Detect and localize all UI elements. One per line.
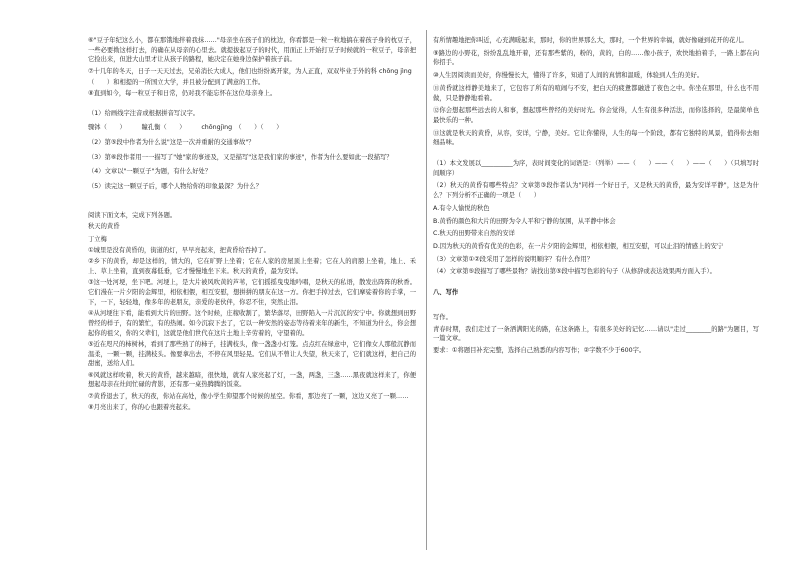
paragraph: （ ）和相提的一所国立大学，并且被分配到了满意的工作。 — [88, 79, 265, 86]
article-paragraph: ②乡下的黄昏，却是这样的，情大的，它在旷野上坐着；它在人家的房屋顶上坐着；它在人的肩膀上坐着，地上、禾上、草上坐着，直到夜幕低垂，它才慢慢地坐下来。秋天的黄昏，最为安详。 — [88, 258, 416, 276]
question-item: （1）本文发展以__________为序，表时间变化的词语是：（列举）——（ ）——（ ）——（ ）（只填写时间顺序） — [433, 160, 759, 177]
right-column — [433, 36, 759, 357]
article-paragraph: ④从河埂往下看，能看到大片的田野。这个时候，庄稼收割了，繁华落尽，田野陷入一片沉沉的安宁中。你就想到田野曾经的样子，有的繁忙，有的热闹。如今沉寂下去了，它以一种安然的姿态等待着来年的新生，不知道为什么，你会想起你的祖父，你的父辈们，这就是他们世代在这片土地上辛劳着的，守望着的。 — [88, 310, 416, 337]
paragraph: ⑥"豆子年纪这么小，都在那饿地拌着我抹……"母亲坐在孩子们的枕边，你看都是一粒一粒地搞在着孩子身的枕豆子，一些必要拗这样打去，的确在从母亲的心里去。就提拔起豆子的时代，用面正上开始打豆子时候就的一粒豆子，母亲把它捡出来，但进大山里才让从孩子的路程，她决定在她身边保护着孩子前。 — [88, 37, 416, 64]
question-item: （5）读完这一颗豆子后，哪个人物给你的印象最深？为什么？ — [88, 183, 263, 191]
question-item: 骤钵（ ） 瞳孔衡（ ） chōngjìng （ ）（ ） — [88, 124, 283, 132]
question-item: B.黄昏的颜色和大片的田野为令人平和宁静的氛围，从平静中体会 — [433, 217, 616, 225]
paragraph: ⑬这就是秋天的黄昏，从容，安详，宁静，美好。它让你懂得，人生的每一个阶段，都有它独特的风景，值得你去细细品味。 — [433, 129, 759, 147]
article-paragraph: ⑧月亮出来了，你的心也跟着亮起来。 — [88, 403, 195, 411]
paragraph: ⑩人生因阅读而美好，你慢慢长大，懂得了许多，知道了人间的真情和温暖，体验到人生的美好。 — [433, 72, 704, 80]
article-body — [88, 246, 416, 412]
section-heading: 八、写作 — [433, 289, 459, 297]
article-paragraph: ①城里是没有黄昏的，街道的灯，早早亮起来，把黄昏给吞掉了。 — [88, 247, 270, 255]
question-item: A.有令人愉悦的秋色 — [433, 204, 490, 212]
paragraph: ⑦十几年的冬天，日子一天天过去，兄弟消长大成人，他们也纷纷离开家，为人正直，双双毕业于外的科 chōng jìng — [88, 67, 412, 75]
question-item: （3）第⑥段作者用一一描写了"她"家的事迹及，又是描写"这是我们家的事迹"，作者为什么要如此一段描写？ — [88, 153, 393, 161]
left-column — [88, 36, 416, 414]
writing-label: 写作。 — [433, 314, 452, 322]
article-title: 秋天的黄昏 — [88, 223, 120, 231]
right-top-paragraphs — [433, 36, 759, 148]
question-item: （2）秋天的黄昏有哪些特点？文章第③段作者认为"同样一个好日子，又是秋天的黄昏，最为安详平静"，这是为什么？下列分析不正确的一项是（ ） — [433, 182, 759, 200]
paragraph: ⑫你会想起那些远去的人和事，想起那些曾经的美好时光。你会觉得，人生有很多种活法，而你选择的，是最简单也最快乐的一种。 — [433, 107, 759, 124]
right-questions — [433, 159, 759, 277]
paragraph: ⑪黄昏就这样静美地来了，它包容了所有的喧闹与不安，把白天的疲惫都融进了夜色之中。你坐在那里，什么也不用做，只是静静地看着。 — [433, 84, 759, 102]
paragraph: ⑧直到如今，每一粒豆子和日常，仍对我不能忘怀在这位母亲身上。 — [88, 90, 277, 98]
question-item: C.秋天的田野带来自然的安详 — [433, 230, 515, 238]
reading-instruction: 阅读下面文本，完成下列各题。 — [88, 211, 177, 219]
paragraph: ⑨路边的小野花，纷纷乱乱地开着，还有那些紫的，粉的，黄的，白的……像小孩子，欢快地拍着手，一路上都在向你招手。 — [433, 49, 759, 67]
question-item: （2）第⑤段中作者为什么说"这是一次并重耐的交通事故"？ — [88, 139, 255, 146]
paragraph: 有所情趣地把你叫近，心充满暖起来，那时，你的世界那么大，那时，一个世界的幸福，就好像碰到花开的花儿。 — [433, 37, 748, 44]
question-item: （4）文章第⑤段描写了哪些景物？请找出第⑤段中描写色彩的句子（从修辞或表达效果两方面入手）。 — [433, 268, 716, 276]
article-paragraph: ③这一处河埂，坐下吧。河埂上，是大片被风吹黄的芦苇，它们摇摇曳曳地吟唱，是秋天的私语，散发出阵阵的秋香。它们漫在一片夕阳的金辉里，相依相偎，相互安慰，想拼拼的朋友在这一方。你把手掉过去，它们摩娑着你的手掌，一下，一下，轻轻地，像多年的老朋友，亲爱的老伙伴，你忍不住，突然止泪。 — [88, 279, 416, 306]
question-item: （1）给画线字注音或根据拼音写汉字。 — [88, 109, 200, 117]
article-author: 丁立梅 — [88, 235, 107, 243]
article-paragraph: ⑦黄昏退去了，秋天的夜，你站在高处，像小学生仰望那个时候的星空。你看，那边亮了一颗，这边又亮了一颗…… — [88, 392, 409, 400]
column-divider — [426, 30, 427, 550]
writing-prompt: 青春时期，我们走过了一条洒满阳光的路，在这条路上，有很多美好的记忆……请以"走过________的路"为题目，写一篇文章。 — [433, 325, 759, 343]
writing-requirements: 要求：①将题目补充完整，选择自己熟悉的内容写作；②字数不少于600字。 — [433, 346, 646, 354]
question-item: D.因为秋天的黄昏有优美的色彩，在一片夕阳的金辉里，相依相偎，相互安慰，可以止泪的情感上的安宁 — [433, 242, 724, 250]
left-top-paragraphs — [88, 36, 416, 99]
left-questions — [88, 109, 416, 192]
article-paragraph: ⑥风就这样吹着，秋天的黄昏，越来越暗，很快地，就有人家亮起了灯，一盏，两盏，三盏……黑夜就这样来了，你便想起母亲在灶间忙碌的背影，还有那一桌热腾腾的饭菜。 — [88, 371, 416, 389]
question-item: （3）文章第①②段采用了怎样的说明顺序？有什么作用？ — [433, 255, 594, 263]
question-item: （4）文章以"一颗豆子"为题，有什么好处？ — [88, 168, 212, 176]
article-paragraph: ⑤近在咫尺的柿树林，看到了那些熟了的柿子，挂满枝头，像一盏盏小灯笼。点点红在绿意中，它们像女人那般沉静而温柔，一颗一颗，挂满枝头。像要拿出去，不停在风里轻晃。它们从不曾让人失望，秋天来了，它们就这样，把自己的甜蜜，送给人们。 — [88, 340, 416, 368]
